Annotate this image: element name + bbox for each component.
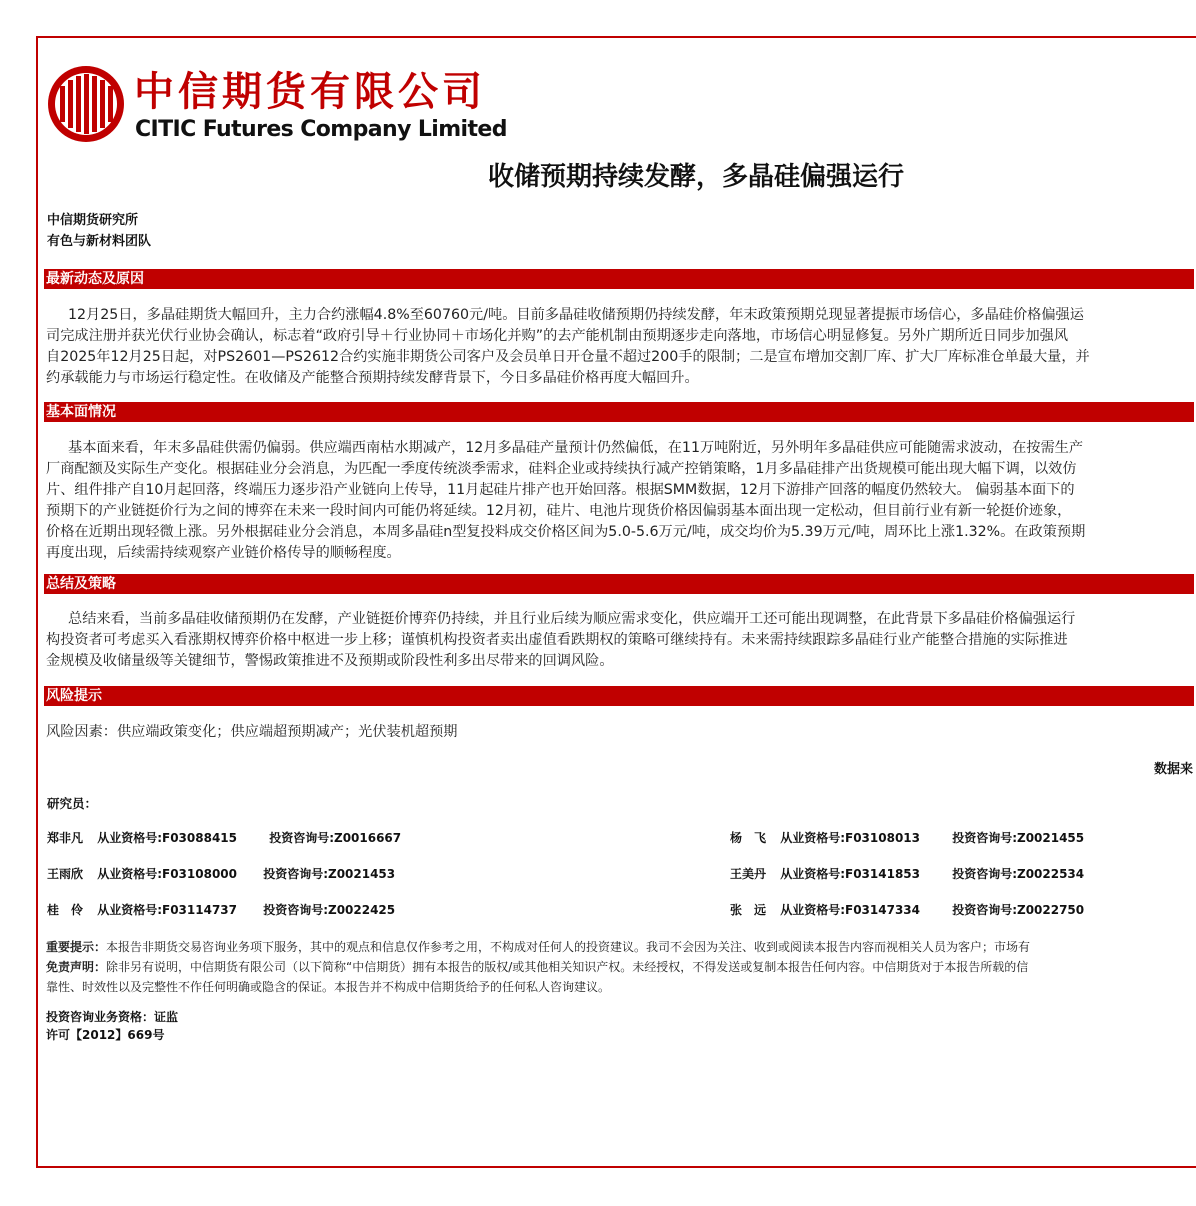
researcher-name: 杨 飞 [730, 831, 767, 845]
org-team: 有色与新材料团队 [47, 234, 152, 249]
text-line: 预期下的产业链挺价行为之间的博弈在未来一段时间内可能仍将延续。12月初，硅片、电池片现货价格因偏弱基本面出现一定松动，但目前行业有新一轮挺价迹象， [46, 503, 1072, 519]
text-line: 约承载能力与市场运行稳定性。在收储及产能整合预期持续发酵背景下，今日多晶硅价格再度大幅回升。 [46, 370, 699, 386]
qualification-block [46, 1008, 178, 1044]
report-title: 收储预期持续发酵，多晶硅偏强运行 [488, 162, 905, 192]
researcher-name: 桂 伶 [47, 903, 84, 917]
text-line: 再度出现，后续需持续观察产业链价格传导的顺畅程度。 [46, 545, 401, 561]
text-line: 构投资者可考虑买入看涨期权博弈价格中枢进一步上移；谨慎机构投资者卖出虚值看跌期权的策略可继续持有。未来需持续跟踪多晶硅行业产能整合措施的实际推进 [46, 632, 1068, 648]
researcher-name: 王美丹 [730, 867, 767, 881]
brand-name-en: CITIC Futures Company Limited [135, 117, 507, 142]
brand-name-cn: 中信期货有限公司 [134, 68, 486, 115]
researcher-advisory: 投资咨询号:Z0021453 [263, 867, 396, 881]
important-notice [46, 937, 1188, 957]
researcher-advisory: 投资咨询号:Z0022750 [952, 903, 1085, 917]
researcher-advisory: 投资咨询号:Z0021455 [952, 831, 1085, 845]
researchers-heading: 研究员： [47, 796, 98, 811]
researcher-entry [47, 902, 395, 918]
researcher-entry [730, 866, 1084, 882]
section-header-news [44, 269, 1194, 289]
text-line: 总结来看，当前多晶硅收储预期仍在发酵，产业链挺价博弈仍持续，并且行业后续为顺应需求变化，供应端开工还可能出现调整，在此背景下多晶硅价格偏强运行 [68, 611, 1076, 627]
report-frame [36, 36, 1196, 1168]
strategy-paragraph [46, 609, 1188, 675]
section-header-strategy [44, 574, 1194, 594]
text-line: 12月25日，多晶硅期货大幅回升，主力合约涨幅4.8%至60760元/吨。目前多晶硅收储预期仍持续发酵，年末政策预期兑现显著提振市场信心，多晶硅价格偏强运 [68, 307, 1084, 323]
news-paragraph [46, 305, 1188, 393]
text-line: 自2025年12月25日起，对PS2601—PS2612合约实施非期货公司客户及会员单日开仓量不超过200手的限制；二是宣布增加交割厂库、扩大厂库标准仓单最大量，并 [46, 349, 1090, 365]
text-line: 司完成注册并获光伏行业协会确认，标志着“政府引导＋行业协同＋市场化并购”的去产能机制由预期逐步走向落地，市场信心明显修复。另外广期所近日同步加强风 [46, 328, 1069, 344]
data-source-label: 数据来 [1154, 762, 1194, 777]
section-title: 最新动态及原因 [46, 271, 144, 287]
researcher-name: 张 远 [730, 903, 767, 917]
researcher-license: 从业资格号:F03108013 [780, 831, 920, 845]
fundamentals-paragraph [46, 438, 1188, 566]
disclaimer-block [46, 937, 1188, 997]
text-line: 价格在近期出现轻微上涨。另外根据硅业分会消息，本周多晶硅n型复投料成交价格区间为5.0-5.6万元/吨，成交均价为5.39万元/吨，周环比上涨1.32%。在政策预期 [46, 524, 1086, 540]
section-title: 风险提示 [46, 688, 102, 704]
researcher-entry [47, 866, 395, 882]
researcher-advisory: 投资咨询号:Z0022425 [263, 903, 396, 917]
researcher-license: 从业资格号:F03147334 [780, 903, 920, 917]
text-line: 金规模及收储量级等关键细节，警惕政策推进不及预期或阶段性利多出尽带来的回调风险。 [46, 653, 614, 669]
researcher-license: 从业资格号:F03088415 [97, 831, 237, 845]
researcher-advisory: 投资咨询号:Z0022534 [952, 867, 1085, 881]
important-label: 重要提示： [46, 940, 107, 954]
risk-factors: 风险因素：供应端政策变化；供应端超预期减产；光伏装机超预期 [46, 724, 458, 740]
disclaimer [46, 957, 1188, 977]
important-text: 本报告非期货交易咨询业务项下服务，其中的观点和信息仅作参考之用，不构成对任何人的投资建议。我司不会因为关注、收到或阅读本报告内容而视相关人员为客户；市场有 [106, 940, 1031, 954]
citic-logo-icon [46, 64, 126, 144]
disclaimer-label: 免责声明： [46, 960, 107, 974]
researcher-advisory: 投资咨询号:Z0016667 [269, 831, 402, 845]
disclaimer-text: 除非另有说明，中信期货有限公司（以下简称“中信期货）拥有本报告的版权/或其他相关知识产权。未经授权，不得发送或复制本报告任何内容。中信期货对于本报告所载的信 [106, 960, 1029, 974]
section-title: 基本面情况 [46, 404, 116, 420]
text-line: 基本面来看，年末多晶硅供需仍偏弱。供应端西南枯水期减产，12月多晶硅产量预计仍然偏低，在11万吨附近，另外明年多晶硅供应可能随需求波动，在按需生产 [68, 440, 1084, 456]
researcher-name: 郑非凡 [47, 831, 84, 845]
researcher-license: 从业资格号:F03141853 [780, 867, 920, 881]
researcher-name: 王雨欣 [47, 867, 84, 881]
section-header-fundamentals [44, 402, 1194, 422]
org-institute: 中信期货研究所 [47, 213, 139, 228]
researcher-entry [730, 830, 1084, 846]
researcher-entry [47, 830, 401, 846]
text-line: 厂商配额及实际生产变化。根据硅业分会消息，为匹配一季度传统淡季需求，硅料企业或持续执行减产控销策略，1月多晶硅排产出货规模可能出现大幅下调，以效仿 [46, 461, 1077, 477]
section-title: 总结及策略 [46, 576, 116, 592]
section-header-risk [44, 686, 1194, 706]
researcher-license: 从业资格号:F03114737 [97, 903, 237, 917]
researcher-license: 从业资格号:F03108000 [97, 867, 237, 881]
text-line: 片、组件排产自10月起回落，终端压力逐步沿产业链向上传导，11月起硅片排产也开始回落。根据SMM数据，12月下游排产回落的幅度仍然较大。 偏弱基本面下的 [46, 482, 1075, 498]
qualification-line2: 许可【2012】669号 [46, 1028, 165, 1042]
qualification-line1: 投资咨询业务资格：证监 [46, 1010, 179, 1024]
disclaimer-line2: 靠性、时效性以及完整性不作任何明确或隐含的保证。本报告并不构成中信期货给予的任何私人咨询建议。 [46, 980, 611, 994]
researcher-entry [730, 902, 1084, 918]
